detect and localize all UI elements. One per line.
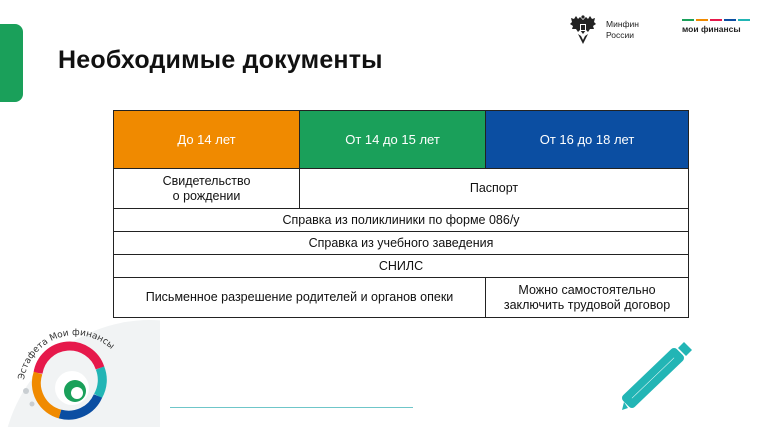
- table-header-row: [114, 111, 689, 169]
- minfin-label-line2: России: [606, 30, 635, 40]
- birth-certificate-line1: Свидетельство: [162, 173, 251, 188]
- moi-finansy-label: мои финансы: [682, 24, 741, 34]
- relay-moi-finansy-logo: [0, 318, 160, 427]
- independent-contract-line1: Можно самостоятельно: [518, 282, 656, 297]
- birth-certificate-line2: о рождении: [172, 188, 241, 203]
- stripe-orange: [696, 19, 708, 21]
- stripe-green: [682, 19, 694, 21]
- cell-passport: Паспорт: [300, 169, 689, 209]
- header-14-to-15: От 14 до 15 лет: [300, 111, 486, 169]
- table-row: [114, 169, 689, 209]
- accent-bar: [0, 24, 23, 102]
- moi-finansy-logo: [682, 19, 750, 34]
- page-title: Необходимые документы: [58, 46, 383, 74]
- stripe-teal: [738, 19, 750, 21]
- stripe-red: [710, 19, 722, 21]
- cell-parental-permission: Письменное разрешение родителей и органов опеки: [114, 278, 486, 318]
- minfin-label-line1: Минфин: [606, 19, 639, 29]
- bottom-divider-line: [170, 407, 413, 408]
- header-16-to-18: От 16 до 18 лет: [486, 111, 689, 169]
- pencil-icon: [618, 338, 702, 412]
- table-row: [114, 255, 689, 278]
- moi-finansy-stripes: [682, 19, 750, 21]
- minfin-logo: [568, 14, 639, 46]
- cell-independent-contract: [486, 278, 689, 318]
- cell-snils: СНИЛС: [114, 255, 689, 278]
- stripe-blue: [724, 19, 736, 21]
- documents-table: [113, 110, 689, 318]
- cell-birth-certificate: [114, 169, 300, 209]
- double-headed-eagle-icon: [568, 14, 598, 46]
- table-row: [114, 278, 689, 318]
- cell-clinic-certificate: Справка из поликлиники по форме 086/у: [114, 209, 689, 232]
- cell-school-certificate: Справка из учебного заведения: [114, 232, 689, 255]
- independent-contract-line2: заключить трудовой договор: [503, 297, 671, 312]
- relay-logo-text: Эстафета Мои финансы: [17, 328, 116, 381]
- table-row: [114, 232, 689, 255]
- table-row: [114, 209, 689, 232]
- header-under-14: До 14 лет: [114, 111, 300, 169]
